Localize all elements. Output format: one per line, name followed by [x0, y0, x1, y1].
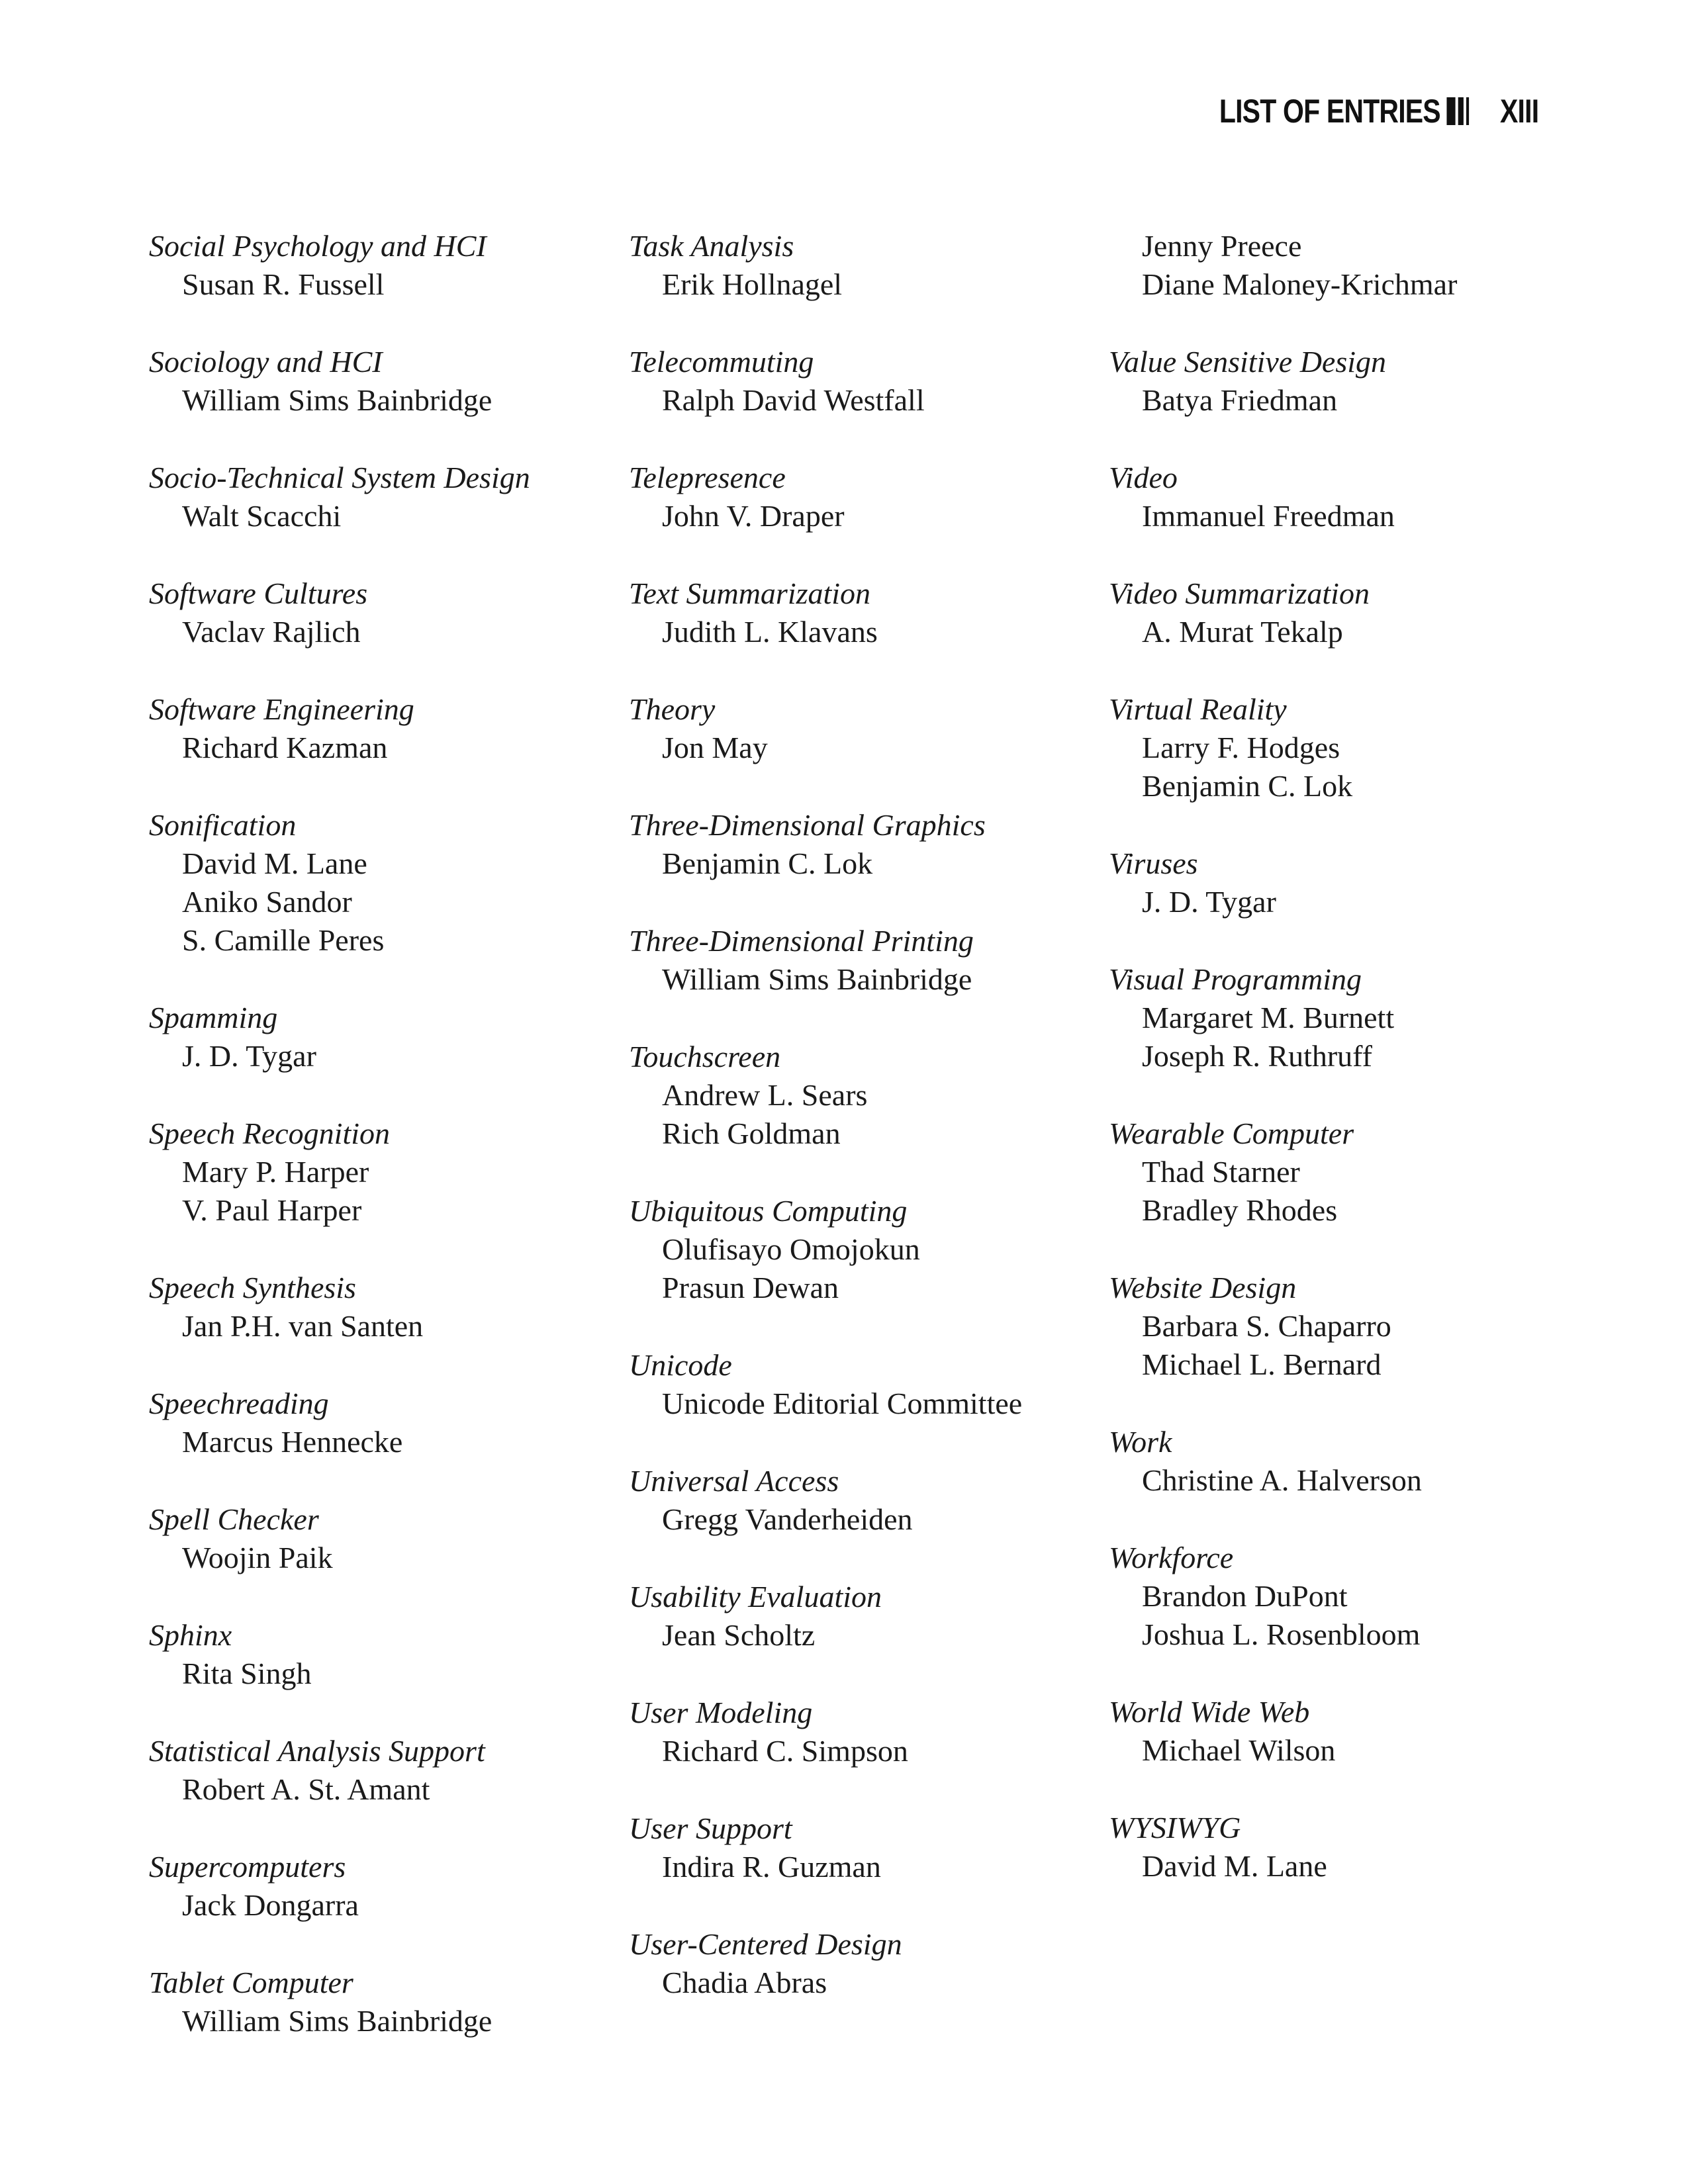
list-entry: [629, 227, 1022, 304]
list-entry: [149, 574, 530, 651]
entry-title: Sphinx: [149, 1618, 232, 1652]
entry-author: Jan P.H. van Santen: [182, 1309, 424, 1343]
entry-title: Spamming: [149, 1001, 278, 1034]
entry-title: User-Centered Design: [629, 1927, 902, 1961]
entry-author: Mary P. Harper: [182, 1155, 369, 1189]
entry-author: A. Murat Tekalp: [1142, 615, 1343, 649]
list-entry: [1109, 844, 1457, 921]
entry-title: Social Psychology and HCI: [149, 229, 487, 263]
entry-author: John V. Draper: [662, 499, 845, 533]
entry-title: Workforce: [1109, 1541, 1234, 1574]
entry-author: Jack Dongarra: [182, 1888, 359, 1922]
entries-column-3: [1109, 227, 1457, 1925]
entry-title: Three-Dimensional Printing: [629, 924, 974, 958]
entry-title: Universal Access: [629, 1464, 839, 1498]
entry-author: Jean Scholtz: [662, 1618, 816, 1652]
list-entry: [1109, 960, 1457, 1075]
entry-title: Three-Dimensional Graphics: [629, 808, 986, 842]
entry-title: User Support: [629, 1811, 792, 1845]
list-entry: [149, 459, 530, 535]
entry-title: Task Analysis: [629, 229, 794, 263]
list-entry: [1109, 459, 1457, 535]
entry-author: Gregg Vanderheiden: [662, 1502, 913, 1536]
list-entry: [1109, 1539, 1457, 1654]
entry-title: Software Cultures: [149, 576, 368, 610]
entry-author: Chadia Abras: [662, 1966, 827, 1999]
entry-title: WYSIWYG: [1109, 1811, 1241, 1844]
list-entry: [629, 1038, 1022, 1153]
entry-title: Viruses: [1109, 846, 1198, 880]
entry-author: Diane Maloney-Krichmar: [1142, 267, 1458, 301]
list-entry: [629, 1809, 1022, 1886]
entry-title: Supercomputers: [149, 1850, 346, 1884]
entry-title: Touchscreen: [629, 1040, 781, 1073]
entry-title: Wearable Computer: [1109, 1116, 1354, 1150]
entry-author: Indira R. Guzman: [662, 1850, 881, 1884]
list-entry: [1109, 343, 1457, 420]
list-entry: [149, 1964, 530, 2040]
entry-title: Socio-Technical System Design: [149, 461, 530, 494]
list-entry: [149, 1500, 530, 1577]
entry-author: Woojin Paik: [182, 1541, 333, 1574]
entry-title: Unicode: [629, 1348, 732, 1382]
list-entry: [1109, 1269, 1457, 1384]
entry-author: Walt Scacchi: [182, 499, 342, 533]
entry-title: Value Sensitive Design: [1109, 345, 1387, 379]
list-entry: [149, 1385, 530, 1461]
list-entry: [149, 343, 530, 420]
list-entry: [629, 574, 1022, 651]
entry-author: Joshua L. Rosenbloom: [1142, 1617, 1421, 1651]
entry-author: Unicode Editorial Committee: [662, 1387, 1023, 1420]
entry-author: Ralph David Westfall: [662, 383, 925, 417]
entry-author: Olufisayo Omojokun: [662, 1232, 920, 1266]
entry-title: Work: [1109, 1425, 1172, 1459]
entry-author: V. Paul Harper: [182, 1193, 362, 1227]
entry-title: Text Summarization: [629, 576, 871, 610]
entry-author: Prasun Dewan: [662, 1271, 839, 1304]
list-entry: [629, 922, 1022, 999]
entry-author: Judith L. Klavans: [662, 615, 878, 649]
entry-author: Aniko Sandor: [182, 885, 352, 919]
entry-author: Thad Starner: [1142, 1155, 1300, 1189]
entry-title: Video: [1109, 461, 1178, 494]
entry-author: Rich Goldman: [662, 1116, 841, 1150]
running-head: [1219, 91, 1538, 131]
list-entry: [1109, 690, 1457, 805]
entries-column-2: [629, 227, 1022, 2041]
entry-title: Telepresence: [629, 461, 786, 494]
entry-author: Marcus Hennecke: [182, 1425, 403, 1459]
entry-title: Theory: [629, 692, 716, 726]
entry-title: Sonification: [149, 808, 297, 842]
list-entry: [1109, 1115, 1457, 1230]
entry-title: Telecommuting: [629, 345, 814, 379]
entries-column-1: [149, 227, 530, 2079]
entry-title: World Wide Web: [1109, 1695, 1310, 1729]
entry-author: Immanuel Freedman: [1142, 499, 1395, 533]
entry-author: S. Camille Peres: [182, 923, 385, 957]
entry-title: Speechreading: [149, 1387, 329, 1420]
entry-author: Jenny Preece: [1142, 229, 1302, 263]
list-entry: [629, 1925, 1022, 2002]
entry-author: Andrew L. Sears: [662, 1078, 868, 1112]
list-entry: [149, 1115, 530, 1230]
entry-title: Speech Synthesis: [149, 1271, 356, 1304]
list-entry: [149, 806, 530, 960]
list-entry: [149, 690, 530, 767]
list-entry: [629, 1578, 1022, 1655]
entry-author: Batya Friedman: [1142, 383, 1338, 417]
entry-author: Margaret M. Burnett: [1142, 1001, 1395, 1034]
entry-author: Benjamin C. Lok: [662, 846, 873, 880]
entry-author: Larry F. Hodges: [1142, 731, 1340, 764]
entry-title: Ubiquitous Computing: [629, 1194, 908, 1228]
list-entry: [1109, 1693, 1457, 1770]
list-entry: [629, 806, 1022, 883]
entry-author: David M. Lane: [1142, 1849, 1327, 1883]
list-entry: [629, 1192, 1022, 1307]
entry-author: Bradley Rhodes: [1142, 1193, 1338, 1227]
list-entry: [149, 999, 530, 1075]
entry-author: David M. Lane: [182, 846, 367, 880]
entry-author: Richard Kazman: [182, 731, 388, 764]
entry-author: William Sims Bainbridge: [182, 383, 492, 417]
entry-title: Virtual Reality: [1109, 692, 1287, 726]
list-entry: [1109, 1809, 1457, 1886]
entry-author: Richard C. Simpson: [662, 1734, 908, 1768]
entry-title: Video Summarization: [1109, 576, 1370, 610]
list-entry: [1109, 574, 1457, 651]
list-entry: [149, 1269, 530, 1345]
entry-author: Joseph R. Ruthruff: [1142, 1039, 1372, 1073]
list-entry: [1109, 1423, 1457, 1500]
list-entry: [149, 1848, 530, 1925]
entry-title: Website Design: [1109, 1271, 1297, 1304]
list-entry: [629, 459, 1022, 535]
entry-author: Erik Hollnagel: [662, 267, 843, 301]
entry-title: User Modeling: [629, 1696, 813, 1729]
entry-author: Susan R. Fussell: [182, 267, 385, 301]
entry-author: Robert A. St. Amant: [182, 1772, 430, 1806]
list-entry: [1109, 227, 1457, 304]
list-entry: [149, 1616, 530, 1693]
page-number: XIII: [1499, 93, 1538, 130]
list-entry: [629, 1462, 1022, 1539]
entry-author: Michael L. Bernard: [1142, 1347, 1382, 1381]
list-entry: [149, 1732, 530, 1809]
entry-author: Brandon DuPont: [1142, 1579, 1348, 1613]
section-title: LIST OF ENTRIES: [1219, 93, 1440, 130]
entry-author: J. D. Tygar: [182, 1039, 316, 1073]
list-entry: [629, 1346, 1022, 1423]
entry-author: William Sims Bainbridge: [182, 2004, 492, 2038]
entry-author: J. D. Tygar: [1142, 885, 1276, 919]
entry-author: Benjamin C. Lok: [1142, 769, 1353, 803]
list-entry: [149, 227, 530, 304]
entry-author: Barbara S. Chaparro: [1142, 1309, 1391, 1343]
entry-author: Christine A. Halverson: [1142, 1463, 1422, 1497]
entry-title: Sociology and HCI: [149, 345, 383, 379]
entry-title: Tablet Computer: [149, 1966, 353, 1999]
entry-author: Rita Singh: [182, 1657, 312, 1690]
entry-author: Jon May: [662, 731, 768, 764]
entry-title: Speech Recognition: [149, 1116, 391, 1150]
entry-author: William Sims Bainbridge: [662, 962, 972, 996]
entry-title: Usability Evaluation: [629, 1580, 882, 1614]
entry-title: Statistical Analysis Support: [149, 1734, 485, 1768]
entry-author: Vaclav Rajlich: [182, 615, 361, 649]
entry-author: Michael Wilson: [1142, 1733, 1336, 1767]
entry-title: Software Engineering: [149, 692, 414, 726]
decorative-bars-icon: [1446, 97, 1472, 125]
entry-title: Spell Checker: [149, 1502, 319, 1536]
list-entry: [629, 690, 1022, 767]
list-entry: [629, 1694, 1022, 1770]
entry-title: Visual Programming: [1109, 962, 1362, 996]
list-entry: [629, 343, 1022, 420]
